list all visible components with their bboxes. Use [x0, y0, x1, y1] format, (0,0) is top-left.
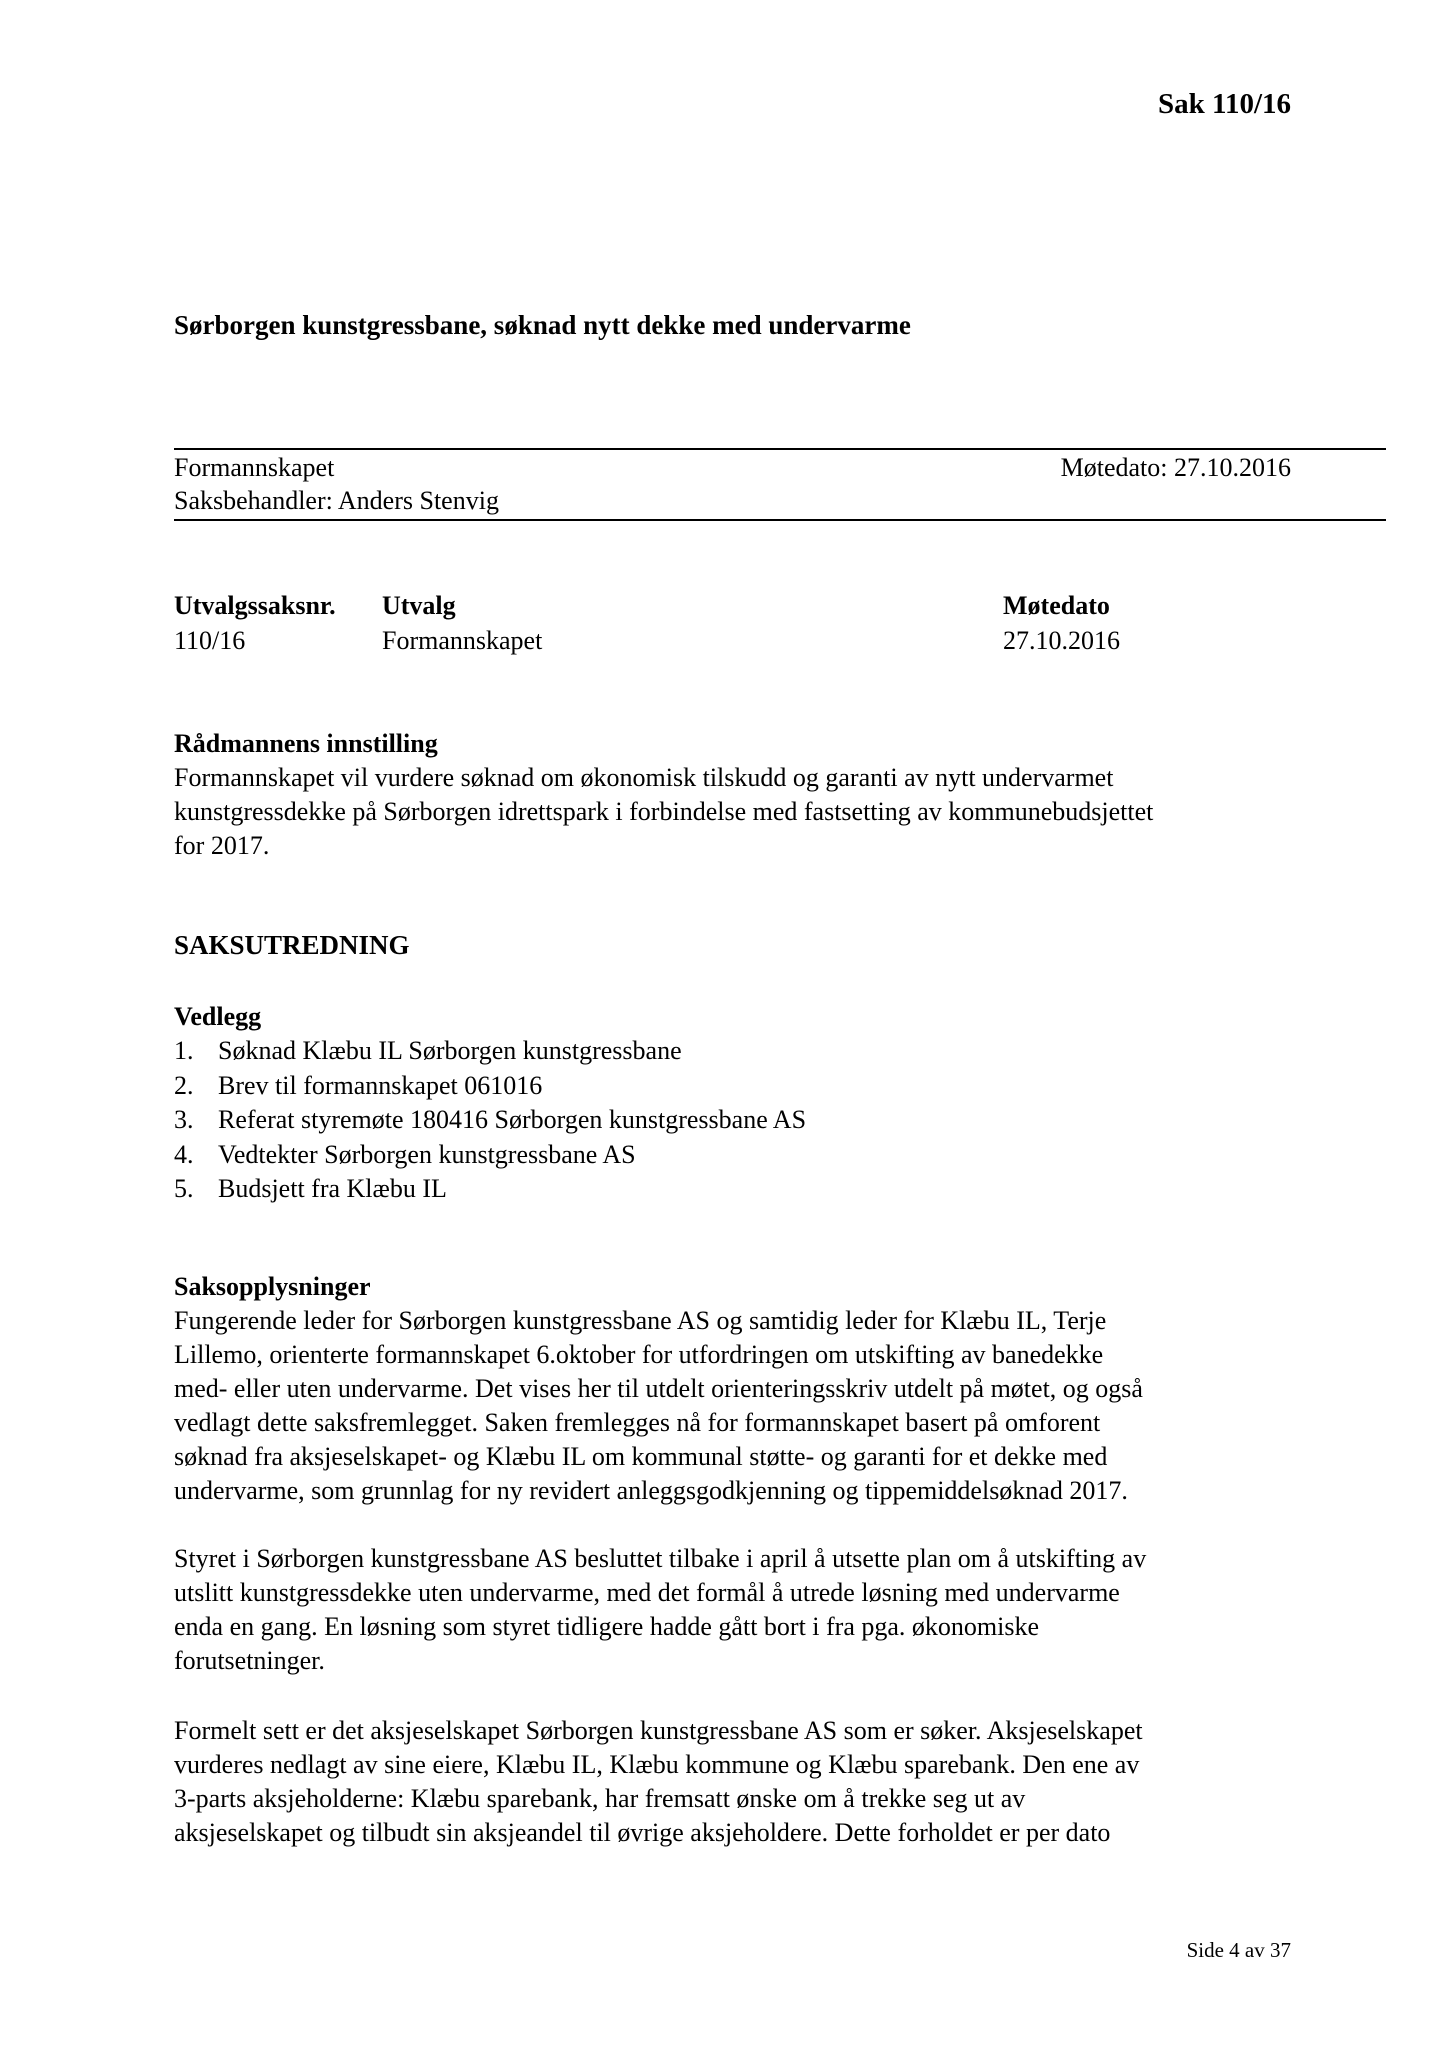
table-header-case-no: Utvalgssaksnr. [174, 591, 336, 620]
facts-p1-line: Fungerende leder for Sørborgen kunstgressbane AS og samtidig leder for Klæbu IL, Terje [174, 1306, 1107, 1335]
facts-p3-line: vurderes nedlagt av sine eiere, Klæbu IL, Klæbu kommune og Klæbu sparebank. Den ene av [174, 1750, 1140, 1779]
facts-p2-line: enda en gang. En løsning som styret tidligere hadde gått bort i fra pga. økonomiske [174, 1612, 1040, 1641]
recommendation-line: for 2017. [174, 831, 270, 860]
recommendation-line: kunstgressdekke på Sørborgen idrettspark i forbindelse med fastsetting av kommunebudsjettet [174, 797, 1154, 826]
attachment-item [174, 1069, 1299, 1104]
facts-p1-line: søknad fra aksjeselskapet- og Klæbu IL om kommunal støtte- og garanti for et dekke med [174, 1442, 1108, 1471]
page-number: Side 4 av 37 [1186, 1938, 1291, 1962]
recommendation-section [174, 727, 1299, 863]
facts-p1-line: med- eller uten undervarme. Det vises her til utdelt orienteringsskriv utdelt på møtet, og også [174, 1374, 1143, 1403]
facts-p3-line: aksjeselskapet og tilbudt sin aksjeandel til øvrige aksjeholdere. Dette forholdet er per dato [174, 1818, 1111, 1847]
facts-section [174, 1270, 1299, 1508]
facts-p2-line: Styret i Sørborgen kunstgressbane AS besluttet tilbake i april å utsette plan om å utskifting av [174, 1544, 1147, 1573]
table-cell-committee: Formannskapet [382, 626, 543, 655]
facts-p3-line: 3-parts aksjeholderne: Klæbu sparebank, har fremsatt ønske om å trekke seg ut av [174, 1784, 1026, 1813]
table-header-date: Møtedato [1003, 591, 1110, 620]
case-number: Sak 110/16 [1158, 88, 1291, 120]
recommendation-line: Formannskapet vil vurdere søknad om økonomisk tilskudd og garanti av nytt undervarmet [174, 763, 1114, 792]
table-cell-case-no: 110/16 [174, 626, 246, 655]
attachment-text: Referat styremøte 180416 Sørborgen kunstgressbane AS [218, 1105, 807, 1134]
attachment-number: 5. [174, 1174, 194, 1203]
committee-name: Formannskapet [174, 453, 335, 482]
recommendation-heading: Rådmannens innstilling [174, 729, 438, 758]
facts-heading: Saksopplysninger [174, 1272, 371, 1301]
attachments-section [174, 1000, 1299, 1207]
attachment-item [174, 1138, 1299, 1173]
meta-left-block [174, 451, 499, 517]
facts-paragraph-2 [174, 1542, 1299, 1678]
facts-p1-line: Lillemo, orienterte formannskapet 6.oktober for utfordringen om utskifting av banedekke [174, 1340, 1104, 1369]
table-cell-date: 27.10.2016 [1003, 626, 1120, 655]
attachment-number: 2. [174, 1070, 194, 1100]
case-officer: Saksbehandler: Anders Stenvig [174, 486, 499, 515]
meeting-date: Møtedato: 27.10.2016 [1060, 453, 1291, 482]
attachment-text: Søknad Klæbu IL Sørborgen kunstgressbane [218, 1036, 682, 1065]
facts-p1-line: undervarme, som grunnlag for ny revidert anleggsgodkjenning og tippemiddelsøknad 2017. [174, 1476, 1128, 1505]
facts-paragraph-3 [174, 1714, 1299, 1850]
saksutredning-heading: SAKSUTREDNING [174, 930, 410, 960]
attachment-number: 4. [174, 1139, 194, 1169]
facts-p2-line: utslitt kunstgressdekke uten undervarme, med det formål å utrede løsning med undervarme [174, 1578, 1120, 1607]
attachment-text: Vedtekter Sørborgen kunstgressbane AS [218, 1139, 636, 1169]
meta-top-rule [174, 448, 1386, 450]
attachment-text: Budsjett fra Klæbu IL [218, 1174, 447, 1203]
attachments-heading: Vedlegg [174, 1002, 262, 1031]
attachment-number: 1. [174, 1036, 194, 1065]
attachment-text: Brev til formannskapet 061016 [218, 1070, 543, 1100]
table-header-committee: Utvalg [382, 591, 456, 620]
document-title: Sørborgen kunstgressbane, søknad nytt dekke med undervarme [174, 310, 911, 340]
attachments-list [174, 1034, 1299, 1207]
facts-p2-line: forutsetninger. [174, 1646, 325, 1675]
meta-bottom-rule [174, 519, 1386, 521]
facts-p1-line: vedlagt dette saksfremlegget. Saken fremlegges nå for formannskapet basert på omforent [174, 1408, 1101, 1437]
attachment-item [174, 1172, 1299, 1207]
attachment-item [174, 1034, 1299, 1069]
attachment-number: 3. [174, 1105, 194, 1134]
facts-p3-line: Formelt sett er det aksjeselskapet Sørborgen kunstgressbane AS som er søker. Aksjeselskapet [174, 1716, 1143, 1745]
attachment-item [174, 1103, 1299, 1138]
